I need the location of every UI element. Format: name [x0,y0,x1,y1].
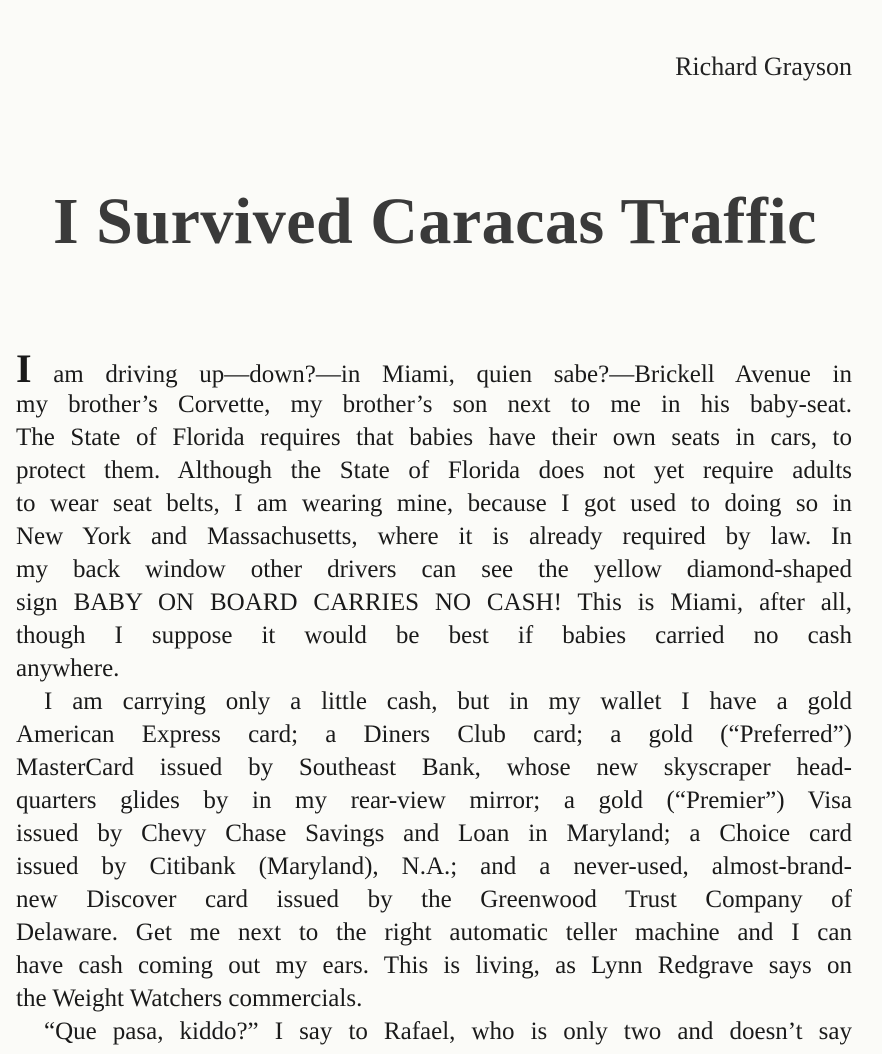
text-line [16,553,852,586]
drop-cap: I [16,346,32,391]
text-line [16,619,852,652]
text-line [16,784,852,817]
text-line [16,817,852,850]
text-line [16,949,852,982]
text-line [16,520,852,553]
text-line-content: quarters glides by in my rear-view mirror; a gold (“Premier”) Visa [16,787,852,814]
story-title: I Survived Caracas Traffic [53,185,817,258]
text-line [16,454,852,487]
text-line-content: protect them. Although the State of Florida does not yet require adults [16,457,852,484]
text-line [16,1015,852,1048]
text-line-content: I am carrying only a little cash, but in my wallet I have a gold [44,688,852,715]
text-line [16,388,852,421]
text-line-content: to wear seat belts, I am wearing mine, because I got used to doing so in [16,490,852,517]
text-line [16,487,852,520]
text-line-content: sign BABY ON BOARD CARRIES NO CASH! This is Miami, after all, [16,589,852,616]
running-header-author: Richard Grayson [675,52,852,81]
text-line-content: have cash coming out my ears. This is living, as Lynn Redgrave says on [16,952,852,979]
text-line-content: issued by Chevy Chase Savings and Loan in Maryland; a Choice card [16,820,852,847]
text-line [16,718,852,751]
text-line-content: New York and Massachusetts, where it is already required by law. In [16,523,852,550]
text-line-content: American Express card; a Diners Club card; a gold (“Preferred”) [16,721,852,748]
text-line-content: though I suppose it would be best if babies carried no cash [16,622,852,649]
text-line-content: new Discover card issued by the Greenwood Trust Company of [16,886,852,913]
text-line-content: Delaware. Get me next to the right automatic teller machine and I can [16,919,852,946]
text-line-content: my brother’s Corvette, my brother’s son next to me in his baby-seat. [16,391,852,418]
text-line [16,850,852,883]
text-line [16,586,852,619]
text-line-content: The State of Florida requires that babies have their own seats in cars, to [16,424,852,451]
text-line-content: “Que pasa, kiddo?” I say to Rafael, who is only two and doesn’t say [44,1018,852,1045]
text-line [16,751,852,784]
story-body [16,346,852,1048]
text-line [16,982,852,1015]
text-line-content: issued by Citibank (Maryland), N.A.; and a never-used, almost-brand- [16,853,852,880]
text-line [16,916,852,949]
text-line [16,346,852,391]
text-line-content: the Weight Watchers commercials. [16,985,363,1012]
text-line [16,421,852,454]
text-line [16,652,852,685]
text-line-content: MasterCard issued by Southeast Bank, whose new skyscraper head- [16,754,852,781]
text-line [16,685,852,718]
text-line-content: my back window other drivers can see the yellow diamond-shaped [16,556,852,583]
text-line [16,883,852,916]
text-line-content: anywhere. [16,655,120,682]
text-line-content: am driving up—down?—in Miami, quien sabe?—Brickell Avenue in [31,361,852,388]
